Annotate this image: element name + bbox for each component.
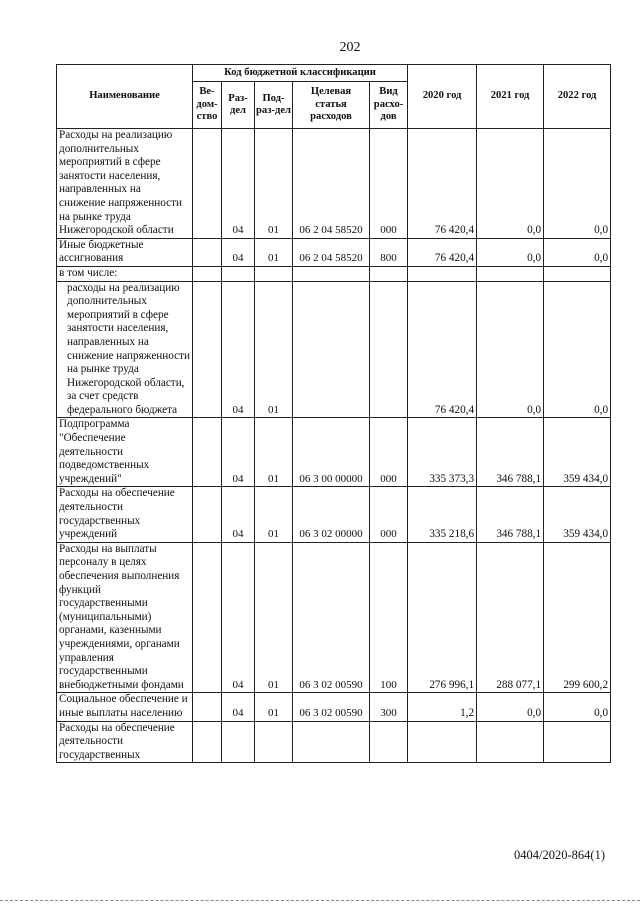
row-podrazdel: 01 [255,487,293,542]
header-name: Наименование [57,65,193,129]
row-razdel: 04 [222,693,255,721]
table-row [57,693,611,721]
row-razdel [222,266,255,281]
row-vid: 000 [370,487,408,542]
budget-table [56,64,611,763]
row-2021: 346 788,1 [477,487,544,542]
row-vid: 000 [370,129,408,239]
row-celevaya [293,266,370,281]
row-2021 [477,266,544,281]
row-2022: 0,0 [544,238,611,266]
row-vedomstvo [193,542,222,693]
row-name: Расходы на обеспечение деятельности государственных учреждений [57,487,193,542]
table-row [57,418,611,487]
header-2020: 2020 год [408,65,477,129]
row-2020: 1,2 [408,693,477,721]
row-vid [370,721,408,763]
row-2021: 0,0 [477,238,544,266]
row-razdel: 04 [222,238,255,266]
row-vid: 100 [370,542,408,693]
row-vid [370,281,408,418]
row-razdel: 04 [222,129,255,239]
row-celevaya: 06 2 04 58520 [293,238,370,266]
page-number: 202 [339,40,361,55]
header-2022: 2022 год [544,65,611,129]
row-vedomstvo [193,487,222,542]
row-name: расходы на реализацию дополнительных мероприятий в сфере занятости населения, направленных на снижение напряженности на рынке труда Нижегородской области, за счет средств федерального бюджета [57,281,193,418]
row-podrazdel: 01 [255,281,293,418]
row-2020: 335 218,6 [408,487,477,542]
row-razdel: 04 [222,487,255,542]
scan-edge-line [0,900,640,901]
row-2020: 76 420,4 [408,281,477,418]
header-celevaya: Целевая статья расходов [293,82,370,129]
row-vedomstvo [193,266,222,281]
row-2020: 76 420,4 [408,129,477,239]
row-vid: 000 [370,418,408,487]
row-celevaya: 06 3 02 00590 [293,542,370,693]
row-vid: 800 [370,238,408,266]
row-2022: 359 434,0 [544,487,611,542]
row-2022: 0,0 [544,129,611,239]
row-vedomstvo [193,129,222,239]
row-name: Подпрограмма "Обеспечение деятельности подведомственных учреждений" [57,418,193,487]
table-row [57,266,611,281]
row-razdel [222,721,255,763]
table-row [57,542,611,693]
row-podrazdel: 01 [255,418,293,487]
row-podrazdel: 01 [255,238,293,266]
row-vedomstvo [193,238,222,266]
row-2022: 299 600,2 [544,542,611,693]
row-podrazdel: 01 [255,129,293,239]
table-row [57,281,611,418]
row-name: Иные бюджетные ассигнования [57,238,193,266]
header-podrazdel: Под-раз-дел [255,82,293,129]
row-2021: 288 077,1 [477,542,544,693]
row-2022 [544,266,611,281]
row-razdel: 04 [222,418,255,487]
row-2021: 0,0 [477,281,544,418]
row-name: Расходы на обеспечение деятельности государственных [57,721,193,763]
row-celevaya [293,281,370,418]
row-podrazdel: 01 [255,693,293,721]
row-2020 [408,266,477,281]
table-row [57,487,611,542]
row-2022: 359 434,0 [544,418,611,487]
row-2021: 346 788,1 [477,418,544,487]
row-2022: 0,0 [544,693,611,721]
row-2021 [477,721,544,763]
row-2020: 335 373,3 [408,418,477,487]
row-vid: 300 [370,693,408,721]
row-celevaya [293,721,370,763]
header-vedomstvo: Ве-дом-ство [193,82,222,129]
row-podrazdel [255,721,293,763]
row-2020: 76 420,4 [408,238,477,266]
row-2022 [544,721,611,763]
row-2021: 0,0 [477,693,544,721]
table-row [57,721,611,763]
row-celevaya: 06 3 02 00000 [293,487,370,542]
row-name: в том числе: [57,266,193,281]
row-vedomstvo [193,693,222,721]
row-razdel: 04 [222,281,255,418]
row-celevaya: 06 3 00 00000 [293,418,370,487]
row-vid [370,266,408,281]
header-2021: 2021 год [477,65,544,129]
header-vid: Вид расхо-дов [370,82,408,129]
row-vedomstvo [193,721,222,763]
row-name: Расходы на выплаты персоналу в целях обеспечения выполнения функций государственными (муниципальными) органами, казенными учреждениями, органами управления государственными внебюджетными фондами [57,542,193,693]
table-row [57,238,611,266]
document-code: 0404/2020-864(1) [514,848,605,862]
row-podrazdel: 01 [255,542,293,693]
row-2020 [408,721,477,763]
header-razdel: Раз-дел [222,82,255,129]
row-podrazdel [255,266,293,281]
row-vedomstvo [193,281,222,418]
table-row [57,129,611,239]
row-name: Расходы на реализацию дополнительных мероприятий в сфере занятости населения, направленных на снижение напряженности на рынке труда Нижегородской области [57,129,193,239]
row-vedomstvo [193,418,222,487]
row-name: Социальное обеспечение и иные выплаты населению [57,693,193,721]
row-2020: 276 996,1 [408,542,477,693]
header-classification: Код бюджетной классификации [193,65,408,82]
row-2022: 0,0 [544,281,611,418]
row-celevaya: 06 2 04 58520 [293,129,370,239]
row-2021: 0,0 [477,129,544,239]
row-celevaya: 06 3 02 00590 [293,693,370,721]
row-razdel: 04 [222,542,255,693]
